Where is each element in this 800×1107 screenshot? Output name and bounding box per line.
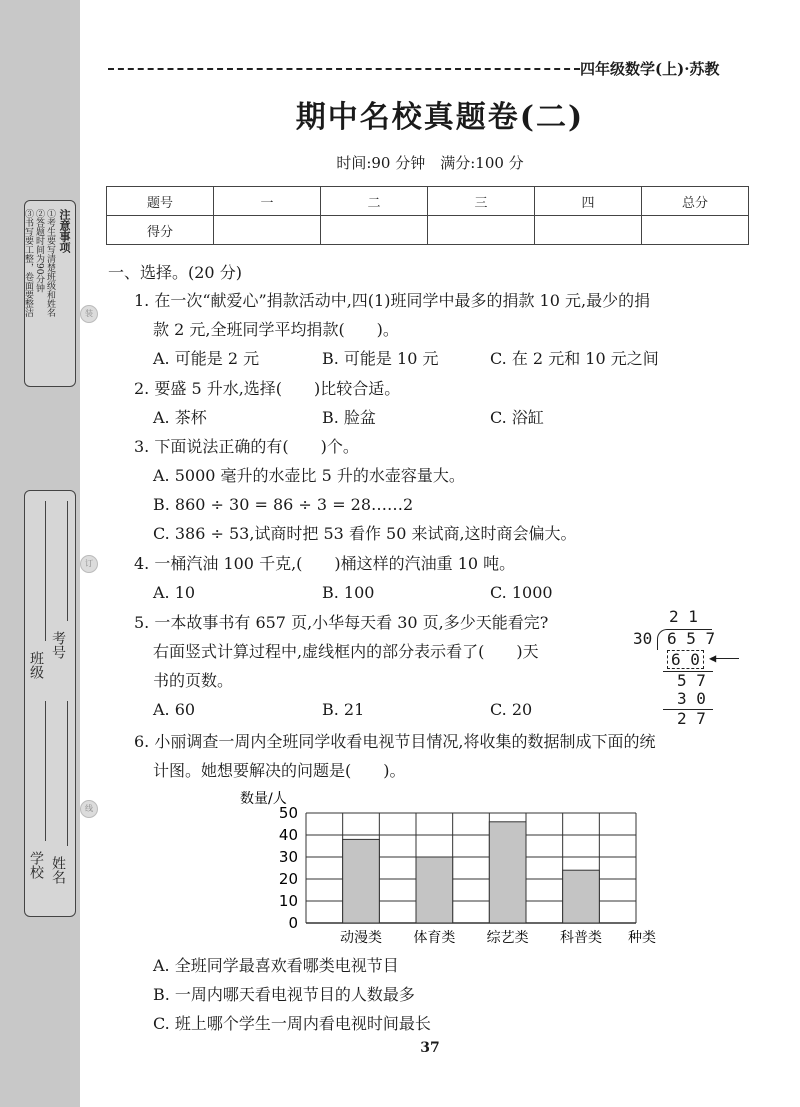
- binding-hole-3: 线: [80, 800, 98, 818]
- score-cell[interactable]: [642, 216, 749, 245]
- bar-4: [563, 870, 600, 923]
- chart-xlabel: 种类: [628, 930, 656, 946]
- q4-option-b: B. 100: [322, 583, 375, 602]
- score-cell[interactable]: [321, 216, 428, 245]
- notice-line-1: ①考生要写清楚班级和姓名: [45, 209, 55, 317]
- field-line: [67, 501, 68, 621]
- q6-option-a: A. 全班同学最喜欢看哪类电视节目: [153, 956, 399, 975]
- chart-ylabel: 数量/人: [240, 791, 287, 807]
- division-quotient: 2 1: [669, 607, 698, 626]
- q5-option-a: A. 60: [153, 700, 196, 719]
- x-tick-label: 综艺类: [486, 930, 529, 946]
- q6-option-c: C. 班上哪个学生一周内看电视时间最长: [153, 1014, 431, 1033]
- score-header-cell: 一: [214, 187, 321, 216]
- series-label: 四年级数学(上)·苏教: [580, 60, 720, 78]
- q1-option-b: B. 可能是 10 元: [322, 349, 439, 368]
- division-step-2: 3 0: [677, 689, 706, 708]
- score-row-label: 得分: [107, 216, 214, 245]
- y-tick-label: 30: [278, 848, 298, 866]
- q5-text: 右面竖式计算过程中,虚线框内的部分表示看了( )天: [153, 642, 539, 661]
- score-header-cell: 三: [428, 187, 535, 216]
- score-header-cell: 四: [535, 187, 642, 216]
- q1-option-a: A. 可能是 2 元: [153, 349, 260, 368]
- bar-3: [489, 822, 526, 923]
- score-header-cell: 题号: [107, 187, 214, 216]
- score-header-cell: 总分: [642, 187, 749, 216]
- chart-bars: [343, 822, 600, 923]
- score-header-cell: 二: [321, 187, 428, 216]
- notice-line-3: ③书写要工整，卷面要整洁: [23, 209, 33, 317]
- long-division: [633, 607, 743, 727]
- q1-text: 1. 在一次“献爱心”捐款活动中,四(1)班同学中最多的捐款 10 元,最少的捐: [134, 291, 651, 310]
- y-tick-label: 20: [278, 870, 298, 888]
- q5-option-b: B. 21: [322, 700, 365, 719]
- division-remainder-2: 2 7: [677, 709, 706, 728]
- q1-text: 款 2 元,全班同学平均捐款( )。: [153, 320, 399, 339]
- bar-2: [416, 857, 453, 923]
- q1-option-c: C. 在 2 元和 10 元之间: [490, 349, 659, 368]
- score-table: [106, 186, 749, 245]
- notice-title: 注意事项: [58, 209, 71, 253]
- page-number: 37: [420, 1040, 440, 1056]
- q6-option-b: B. 一周内哪天看电视节目的人数最多: [153, 985, 415, 1004]
- q3-option-a: A. 5000 毫升的水壶比 5 升的水壶容量大。: [153, 466, 465, 485]
- division-divisor: 30: [633, 629, 653, 648]
- binding-hole-1: 装: [80, 305, 98, 323]
- q2-option-b: B. 脸盆: [322, 408, 376, 427]
- x-tick-label: 科普类: [560, 930, 602, 946]
- score-table-score-row: [107, 216, 749, 245]
- bar-chart: [240, 785, 680, 950]
- q2-option-c: C. 浴缸: [490, 408, 544, 427]
- q4-text: 4. 一桶汽油 100 千克,( )桶这样的汽油重 10 吨。: [134, 554, 516, 573]
- time-info: 时间:90 分钟 满分:100 分: [336, 154, 524, 172]
- field-line: [67, 701, 68, 846]
- q5-text: 书的页数。: [153, 671, 234, 690]
- field-line: [45, 701, 46, 841]
- score-cell[interactable]: [214, 216, 321, 245]
- division-remainder-1: 5 7: [677, 671, 706, 690]
- division-step1-dashed-box: 6 0: [667, 650, 704, 669]
- field-exam-number: 考号: [50, 631, 66, 659]
- q4-option-a: A. 10: [153, 583, 196, 602]
- y-tick-label: 40: [278, 826, 298, 844]
- y-tick-label: 10: [278, 892, 298, 910]
- q6-text: 6. 小丽调查一周内全班同学收看电视节目情况,将收集的数据制成下面的统: [134, 732, 656, 751]
- q3-option-b: B. 860 ÷ 30 = 86 ÷ 3 = 28……2: [153, 495, 414, 514]
- notice-line-2: ②答题时间为90分钟: [34, 209, 44, 293]
- score-cell[interactable]: [535, 216, 642, 245]
- q2-text: 2. 要盛 5 升水,选择( )比较合适。: [134, 379, 401, 398]
- student-info-box: [24, 490, 76, 917]
- chart-xticks: [340, 929, 602, 946]
- section-heading: 一、选择。(20 分): [108, 263, 242, 282]
- division-dividend: 6 5 7: [667, 629, 716, 648]
- q5-option-c: C. 20: [490, 700, 533, 719]
- y-tick-label: 0: [288, 914, 298, 932]
- x-tick-label: 体育类: [413, 930, 456, 946]
- page-title: 期中名校真题卷(二): [295, 100, 585, 135]
- bar-1: [343, 839, 380, 923]
- header-dashed-line: [108, 68, 580, 70]
- field-class: 班级: [28, 651, 44, 679]
- arrow-head-icon: ◀: [709, 651, 717, 665]
- chart-yticks: [279, 804, 298, 932]
- q3-option-c: C. 386 ÷ 53,试商时把 53 看作 50 来试商,这时商会偏大。: [153, 524, 577, 543]
- q3-text: 3. 下面说法正确的有( )个。: [134, 437, 359, 456]
- score-table-header-row: [107, 187, 749, 216]
- notice-box: [24, 200, 76, 387]
- field-line: [45, 501, 46, 641]
- q6-text: 计图。她想要解决的问题是( )。: [153, 761, 406, 780]
- x-tick-label: 动漫类: [340, 930, 382, 946]
- field-name: 姓名: [50, 856, 66, 884]
- binding-hole-2: 订: [80, 555, 98, 573]
- y-tick-label: 50: [278, 804, 298, 822]
- q2-option-a: A. 茶杯: [153, 408, 207, 427]
- score-cell[interactable]: [428, 216, 535, 245]
- q5-text: 5. 一本故事书有 657 页,小华每天看 30 页,多少天能看完?: [134, 613, 549, 632]
- field-school: 学校: [28, 851, 44, 879]
- q4-option-c: C. 1000: [490, 583, 553, 602]
- arrow-line: [713, 658, 739, 659]
